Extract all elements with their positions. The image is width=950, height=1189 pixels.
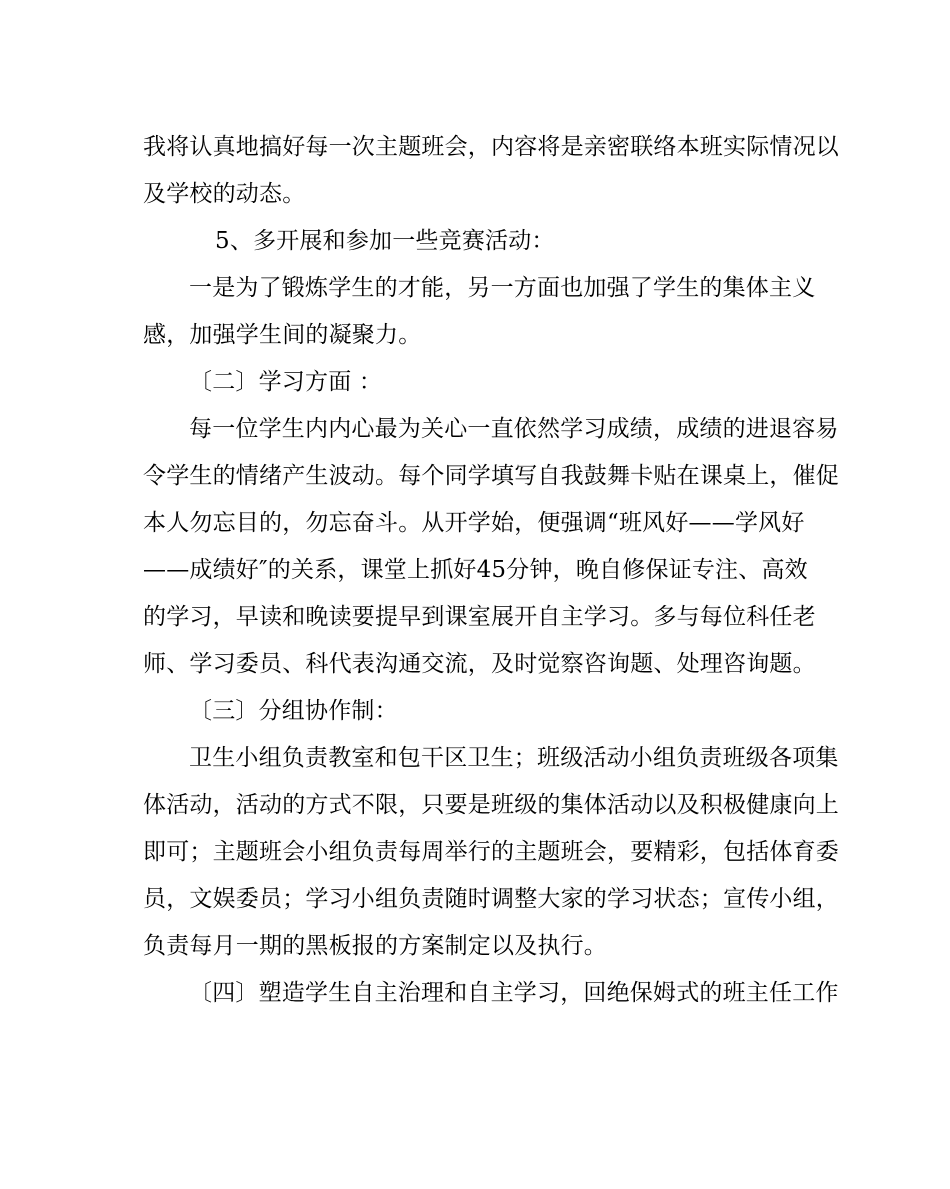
paragraph-heading-competitions bbox=[143, 218, 808, 265]
text-line: 一是为了锻炼学生的才能，另一方面也加强了学生的集体主义 bbox=[189, 275, 816, 301]
text-line: 我将认真地搞好每一次主题班会，内容将是亲密联络本班实际情况以 bbox=[143, 134, 839, 160]
text-line: 即可；主题班会小组负责每周举行的主题班会，要精彩，包括体育委 bbox=[143, 839, 839, 865]
text-line: 本人勿忘目的，勿忘奋斗。从开学始，便强调“班风好——学风好 bbox=[143, 510, 805, 536]
text-line: 每一位学生内内心最为关心一直依然学习成绩，成绩的进退容易 bbox=[189, 416, 839, 442]
paragraph-theme-class-meeting bbox=[143, 124, 839, 218]
text-line: 负责每月一期的黑板报的方案制定以及执行。 bbox=[143, 933, 607, 959]
text-line: 师、学习委员、科代表沟通交流，及时觉察咨询题、处理咨询题。 bbox=[143, 651, 816, 677]
text-line: 感，加强学生间的凝聚力。 bbox=[143, 322, 422, 348]
paragraph-group-details bbox=[143, 735, 839, 970]
paragraph-competition-purpose bbox=[143, 265, 816, 359]
text-line: 卫生小组负责教室和包干区卫生；班级活动小组负责班级各项集 bbox=[189, 745, 839, 771]
section-heading: 5、多开展和参加一些竞赛活动： bbox=[215, 228, 555, 254]
section-heading: 〔三〕分组协作制： bbox=[189, 698, 398, 724]
text-line: 员，文娱委员；学习小组负责随时调整大家的学习状态；宣传小组， bbox=[143, 886, 839, 912]
paragraph-heading-self-management bbox=[143, 970, 839, 1017]
text-line: ——成绩好″的关系，课堂上抓好45分钟，晚自修保证专注、高效 bbox=[143, 557, 808, 583]
paragraph-heading-groups bbox=[143, 688, 808, 735]
paragraph-study-details bbox=[143, 406, 839, 688]
section-heading: 〔四〕塑造学生自主治理和自主学习，回绝保姆式的班主任工作 bbox=[189, 980, 839, 1006]
text-line: 令学生的情绪产生波动。每个同学填写自我鼓舞卡贴在课桌上，催促 bbox=[143, 463, 839, 489]
text-line: 体活动，活动的方式不限，只要是班级的集体活动以及积极健康向上 bbox=[143, 792, 839, 818]
document-body bbox=[143, 124, 839, 1017]
section-heading: 〔二〕学习方面 ： bbox=[189, 369, 383, 395]
paragraph-heading-study bbox=[143, 359, 808, 406]
text-line: 及学校的动态。 bbox=[143, 181, 306, 207]
text-line: 的学习，早读和晚读要提早到课室展开自主学习。多与每位科任老 bbox=[143, 604, 816, 630]
